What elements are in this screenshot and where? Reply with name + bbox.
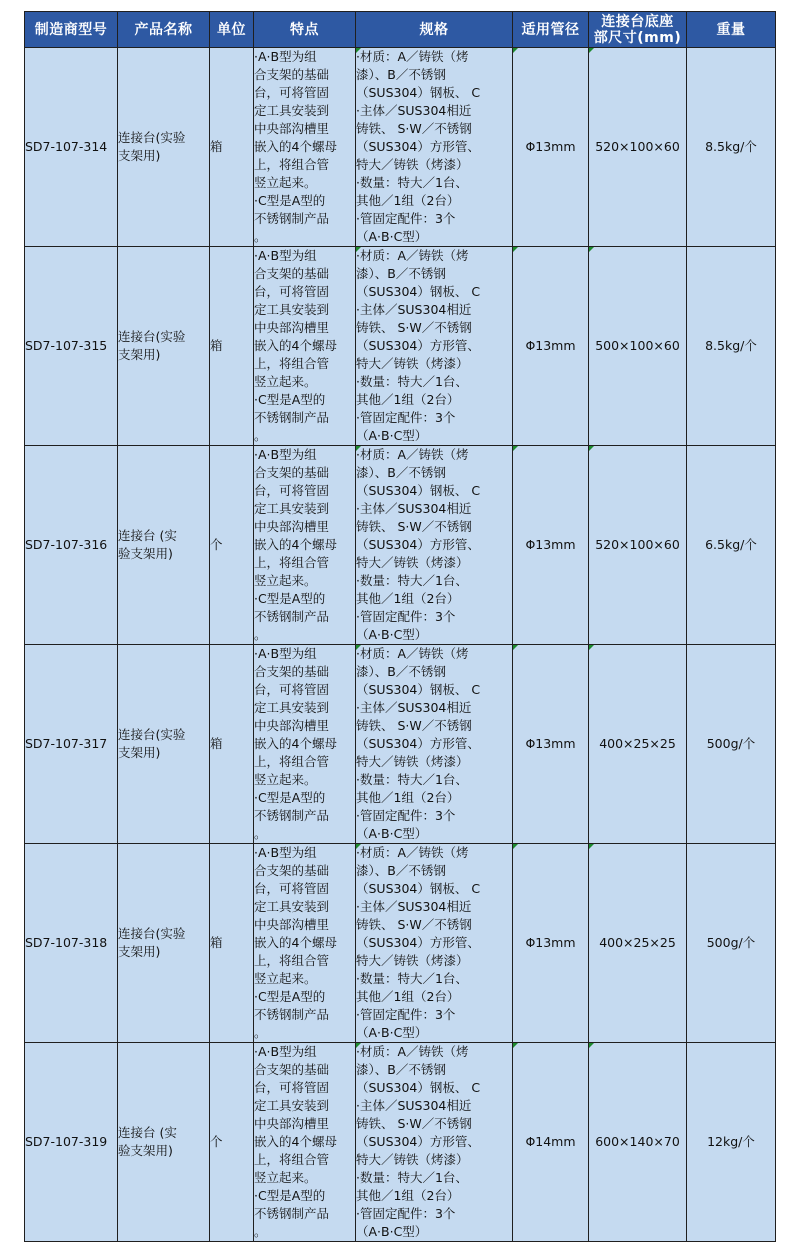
text-line: 特大／铸铁（烤漆）: [356, 555, 469, 570]
text-line: （SUS304）方形管、: [356, 935, 480, 950]
pipe-diameter-text: Φ13mm: [525, 139, 576, 154]
cell-unit: [210, 247, 254, 446]
text-line: 铸铁、 S·W／不锈钢: [356, 1116, 472, 1131]
text-line: （SUS304）方形管、: [356, 139, 480, 154]
text-line: 合支架的基础: [254, 67, 330, 82]
text-line: 铸铁、 S·W／不锈钢: [356, 320, 472, 335]
text-line: ·A·B型为组: [254, 49, 317, 64]
header-pipe-diameter: 适用管径: [513, 12, 589, 48]
text-line: 竖立起来。: [254, 374, 317, 389]
text-line: （SUS304）方形管、: [356, 1134, 480, 1149]
cell-features: [254, 446, 356, 645]
text-line: ·C型是A型的: [254, 591, 326, 606]
cell-base-size: [589, 645, 687, 844]
text-line: 其他／1组（2台）: [356, 591, 460, 606]
model-text: SD7-107-318: [25, 935, 108, 950]
cell-pipe-diameter: [513, 645, 589, 844]
text-line: 定工具安装到: [254, 501, 330, 516]
text-line: 定工具安装到: [254, 302, 330, 317]
text-line: 台，可将管固: [254, 284, 330, 299]
base-size-text: 600×140×70: [595, 1134, 680, 1149]
text-line: ·材质：A／铸铁（烤: [356, 845, 469, 860]
cell-pipe-diameter: [513, 446, 589, 645]
cell-weight: [687, 247, 776, 446]
table-header-row: [25, 12, 776, 48]
cell-spec: [356, 48, 513, 247]
text-line: 嵌入的4个螺母: [254, 537, 337, 552]
product-spec-table: [24, 11, 776, 1242]
text-line: ·材质：A／铸铁（烤: [356, 1044, 469, 1059]
weight-text: 6.5kg/个: [705, 537, 757, 552]
text-line: 定工具安装到: [254, 700, 330, 715]
cell-pipe-diameter: [513, 48, 589, 247]
text-line: 。: [254, 627, 267, 642]
text-line: 中央部沟槽里: [254, 917, 330, 932]
text-line: 连接台 (实: [118, 528, 177, 543]
text-line: 定工具安装到: [254, 1098, 330, 1113]
features-lines: [254, 844, 355, 1042]
text-line: ·主体／SUS304相近: [356, 103, 472, 118]
base-size-text: 400×25×25: [599, 736, 676, 751]
cell-model: [25, 48, 118, 247]
cell-weight: [687, 446, 776, 645]
text-line: 支架用): [118, 347, 161, 362]
text-line: 竖立起来。: [254, 772, 317, 787]
text-line: 合支架的基础: [254, 1062, 330, 1077]
text-line: ·C型是A型的: [254, 392, 326, 407]
text-line: ·主体／SUS304相近: [356, 899, 472, 914]
text-line: 漆）、B／不锈钢: [356, 863, 446, 878]
text-line: ·管固定配件：3个: [356, 1206, 456, 1221]
comment-marker-icon: [589, 844, 594, 849]
text-line: （SUS304）钢板、 C: [356, 1080, 481, 1095]
table-body: [25, 48, 776, 1242]
text-line: 特大／铸铁（烤漆）: [356, 953, 469, 968]
text-line: 台，可将管固: [254, 881, 330, 896]
table-row: [25, 48, 776, 247]
text-line: ·C型是A型的: [254, 989, 326, 1004]
cell-model: [25, 247, 118, 446]
cell-base-size: [589, 1043, 687, 1242]
product-name-lines: [118, 1124, 209, 1160]
text-line: ·C型是A型的: [254, 1188, 326, 1203]
text-line: 合支架的基础: [254, 664, 330, 679]
header-base-size-line2: 部尺寸(mm): [593, 29, 682, 46]
text-line: （SUS304）钢板、 C: [356, 682, 481, 697]
cell-features: [254, 48, 356, 247]
text-line: 合支架的基础: [254, 465, 330, 480]
text-line: 不锈钢制产品: [254, 1206, 330, 1221]
text-line: （SUS304）方形管、: [356, 537, 480, 552]
cell-product-name: [118, 844, 210, 1043]
header-base-size-line1: 连接台底座: [601, 13, 674, 30]
cell-spec: [356, 844, 513, 1043]
base-size-text: 520×100×60: [595, 537, 680, 552]
cell-pipe-diameter: [513, 247, 589, 446]
table-row: [25, 446, 776, 645]
text-line: 不锈钢制产品: [254, 808, 330, 823]
text-line: 特大／铸铁（烤漆）: [356, 1152, 469, 1167]
cell-unit: [210, 645, 254, 844]
spec-lines: [356, 844, 512, 1042]
comment-marker-icon: [589, 1043, 594, 1048]
text-line: （A·B·C型）: [356, 428, 428, 443]
text-line: 铸铁、 S·W／不锈钢: [356, 121, 472, 136]
comment-marker-icon: [513, 645, 518, 650]
comment-marker-icon: [589, 645, 594, 650]
text-line: ·数量：特大／1台、: [356, 175, 468, 190]
text-line: ·A·B型为组: [254, 447, 317, 462]
cell-features: [254, 1043, 356, 1242]
cell-weight: [687, 1043, 776, 1242]
cell-product-name: [118, 645, 210, 844]
text-line: 铸铁、 S·W／不锈钢: [356, 718, 472, 733]
text-line: （SUS304）方形管、: [356, 338, 480, 353]
text-line: 嵌入的4个螺母: [254, 338, 337, 353]
product-name-lines: [118, 129, 209, 165]
cell-product-name: [118, 247, 210, 446]
text-line: 其他／1组（2台）: [356, 193, 460, 208]
cell-base-size: [589, 446, 687, 645]
features-lines: [254, 645, 355, 843]
text-line: ·管固定配件：3个: [356, 609, 456, 624]
unit-text: 箱: [210, 935, 223, 950]
text-line: 不锈钢制产品: [254, 211, 330, 226]
text-line: ·C型是A型的: [254, 790, 326, 805]
comment-marker-icon: [513, 844, 518, 849]
text-line: 竖立起来。: [254, 971, 317, 986]
comment-marker-icon: [513, 1043, 518, 1048]
model-text: SD7-107-319: [25, 1134, 108, 1149]
text-line: 中央部沟槽里: [254, 718, 330, 733]
text-line: ·A·B型为组: [254, 646, 317, 661]
text-line: ·管固定配件：3个: [356, 1007, 456, 1022]
model-text: SD7-107-314: [25, 139, 108, 154]
cell-spec: [356, 645, 513, 844]
text-line: 验支架用): [118, 1143, 173, 1158]
spec-lines: [356, 1043, 512, 1241]
text-line: ·数量：特大／1台、: [356, 772, 468, 787]
product-name-lines: [118, 527, 209, 563]
text-line: ·C型是A型的: [254, 193, 326, 208]
unit-text: 箱: [210, 139, 223, 154]
text-line: 。: [254, 1025, 267, 1040]
text-line: （A·B·C型）: [356, 826, 428, 841]
cell-unit: [210, 48, 254, 247]
text-line: 漆）、B／不锈钢: [356, 266, 446, 281]
text-line: 中央部沟槽里: [254, 1116, 330, 1131]
spec-lines: [356, 247, 512, 445]
cell-base-size: [589, 48, 687, 247]
cell-spec: [356, 446, 513, 645]
weight-text: 8.5kg/个: [705, 139, 757, 154]
text-line: 竖立起来。: [254, 175, 317, 190]
text-line: 台，可将管固: [254, 682, 330, 697]
pipe-diameter-text: Φ13mm: [525, 935, 576, 950]
comment-marker-icon: [356, 844, 361, 849]
text-line: 。: [254, 428, 267, 443]
cell-features: [254, 844, 356, 1043]
header-model: 制造商型号: [25, 12, 118, 48]
text-line: （SUS304）钢板、 C: [356, 284, 481, 299]
text-line: 不锈钢制产品: [254, 609, 330, 624]
text-line: ·管固定配件：3个: [356, 211, 456, 226]
text-line: ·数量：特大／1台、: [356, 971, 468, 986]
text-line: 台，可将管固: [254, 1080, 330, 1095]
text-line: 特大／铸铁（烤漆）: [356, 157, 469, 172]
base-size-text: 520×100×60: [595, 139, 680, 154]
table-row: [25, 844, 776, 1043]
text-line: 定工具安装到: [254, 899, 330, 914]
text-line: （A·B·C型）: [356, 1025, 428, 1040]
text-line: （A·B·C型）: [356, 627, 428, 642]
cell-spec: [356, 247, 513, 446]
text-line: 连接台(实验: [118, 926, 186, 941]
weight-text: 8.5kg/个: [705, 338, 757, 353]
text-line: 竖立起来。: [254, 1170, 317, 1185]
text-line: 其他／1组（2台）: [356, 1188, 460, 1203]
cell-product-name: [118, 446, 210, 645]
text-line: 支架用): [118, 745, 161, 760]
cell-model: [25, 446, 118, 645]
header-unit: 单位: [210, 12, 254, 48]
text-line: 上，将组合管: [254, 356, 330, 371]
text-line: 定工具安装到: [254, 103, 330, 118]
text-line: 合支架的基础: [254, 266, 330, 281]
text-line: ·主体／SUS304相近: [356, 302, 472, 317]
text-line: ·管固定配件：3个: [356, 808, 456, 823]
comment-marker-icon: [356, 1043, 361, 1048]
features-lines: [254, 1043, 355, 1241]
product-name-lines: [118, 328, 209, 364]
text-line: ·主体／SUS304相近: [356, 700, 472, 715]
text-line: （A·B·C型）: [356, 1224, 428, 1239]
text-line: 铸铁、 S·W／不锈钢: [356, 917, 472, 932]
text-line: （SUS304）方形管、: [356, 736, 480, 751]
cell-model: [25, 844, 118, 1043]
text-line: （SUS304）钢板、 C: [356, 483, 481, 498]
cell-model: [25, 645, 118, 844]
pipe-diameter-text: Φ13mm: [525, 736, 576, 751]
text-line: ·A·B型为组: [254, 248, 317, 263]
text-line: 上，将组合管: [254, 555, 330, 570]
text-line: 其他／1组（2台）: [356, 989, 460, 1004]
cell-unit: [210, 1043, 254, 1242]
text-line: 漆）、B／不锈钢: [356, 465, 446, 480]
text-line: （SUS304）钢板、 C: [356, 881, 481, 896]
cell-weight: [687, 844, 776, 1043]
comment-marker-icon: [513, 247, 518, 252]
text-line: ·主体／SUS304相近: [356, 501, 472, 516]
text-line: ·数量：特大／1台、: [356, 573, 468, 588]
text-line: 支架用): [118, 148, 161, 163]
header-name: 产品名称: [118, 12, 210, 48]
model-text: SD7-107-316: [25, 537, 108, 552]
text-line: ·数量：特大／1台、: [356, 1170, 468, 1185]
text-line: 。: [254, 229, 267, 244]
cell-unit: [210, 844, 254, 1043]
header-features: 特点: [254, 12, 356, 48]
text-line: 中央部沟槽里: [254, 320, 330, 335]
unit-text: 个: [210, 1134, 223, 1149]
cell-spec: [356, 1043, 513, 1242]
text-line: （SUS304）钢板、 C: [356, 85, 481, 100]
spec-lines: [356, 645, 512, 843]
base-size-text: 400×25×25: [599, 935, 676, 950]
text-line: 嵌入的4个螺母: [254, 139, 337, 154]
weight-text: 500g/个: [706, 935, 756, 950]
spec-lines: [356, 48, 512, 246]
text-line: 连接台(实验: [118, 727, 186, 742]
base-size-text: 500×100×60: [595, 338, 680, 353]
comment-marker-icon: [589, 247, 594, 252]
text-line: 验支架用): [118, 546, 173, 561]
weight-text: 500g/个: [706, 736, 756, 751]
text-line: 特大／铸铁（烤漆）: [356, 356, 469, 371]
cell-unit: [210, 446, 254, 645]
pipe-diameter-text: Φ13mm: [525, 338, 576, 353]
spec-lines: [356, 446, 512, 644]
header-spec: 规格: [356, 12, 513, 48]
text-line: 不锈钢制产品: [254, 1007, 330, 1022]
header-weight: 重量: [687, 12, 776, 48]
features-lines: [254, 247, 355, 445]
cell-features: [254, 645, 356, 844]
text-line: 中央部沟槽里: [254, 519, 330, 534]
text-line: 竖立起来。: [254, 573, 317, 588]
cell-product-name: [118, 48, 210, 247]
unit-text: 箱: [210, 338, 223, 353]
text-line: ·材质：A／铸铁（烤: [356, 49, 469, 64]
text-line: ·材质：A／铸铁（烤: [356, 646, 469, 661]
text-line: 漆）、B／不锈钢: [356, 664, 446, 679]
text-line: 其他／1组（2台）: [356, 392, 460, 407]
table-row: [25, 1043, 776, 1242]
header-base-size: [589, 12, 687, 48]
text-line: 连接台 (实: [118, 1125, 177, 1140]
text-line: 。: [254, 1224, 267, 1239]
cell-product-name: [118, 1043, 210, 1242]
features-lines: [254, 446, 355, 644]
text-line: 台，可将管固: [254, 85, 330, 100]
text-line: 。: [254, 826, 267, 841]
pipe-diameter-text: Φ14mm: [525, 1134, 576, 1149]
product-name-lines: [118, 726, 209, 762]
text-line: （A·B·C型）: [356, 229, 428, 244]
text-line: 中央部沟槽里: [254, 121, 330, 136]
text-line: 合支架的基础: [254, 863, 330, 878]
comment-marker-icon: [356, 247, 361, 252]
comment-marker-icon: [513, 446, 518, 451]
text-line: 其他／1组（2台）: [356, 790, 460, 805]
cell-pipe-diameter: [513, 1043, 589, 1242]
comment-marker-icon: [356, 645, 361, 650]
unit-text: 箱: [210, 736, 223, 751]
comment-marker-icon: [513, 48, 518, 53]
text-line: ·主体／SUS304相近: [356, 1098, 472, 1113]
text-line: 漆）、B／不锈钢: [356, 1062, 446, 1077]
text-line: ·材质：A／铸铁（烤: [356, 447, 469, 462]
model-text: SD7-107-315: [25, 338, 108, 353]
features-lines: [254, 48, 355, 246]
cell-model: [25, 1043, 118, 1242]
text-line: 连接台(实验: [118, 130, 186, 145]
model-text: SD7-107-317: [25, 736, 108, 751]
text-line: ·A·B型为组: [254, 845, 317, 860]
cell-base-size: [589, 247, 687, 446]
cell-weight: [687, 48, 776, 247]
text-line: 上，将组合管: [254, 754, 330, 769]
unit-text: 个: [210, 537, 223, 552]
text-line: 上，将组合管: [254, 157, 330, 172]
text-line: 铸铁、 S·W／不锈钢: [356, 519, 472, 534]
text-line: 上，将组合管: [254, 1152, 330, 1167]
text-line: 上，将组合管: [254, 953, 330, 968]
comment-marker-icon: [356, 48, 361, 53]
text-line: 嵌入的4个螺母: [254, 935, 337, 950]
text-line: ·管固定配件：3个: [356, 410, 456, 425]
comment-marker-icon: [589, 446, 594, 451]
table-row: [25, 247, 776, 446]
text-line: ·A·B型为组: [254, 1044, 317, 1059]
cell-weight: [687, 645, 776, 844]
text-line: ·材质：A／铸铁（烤: [356, 248, 469, 263]
pipe-diameter-text: Φ13mm: [525, 537, 576, 552]
text-line: 连接台(实验: [118, 329, 186, 344]
table-row: [25, 645, 776, 844]
cell-base-size: [589, 844, 687, 1043]
comment-marker-icon: [589, 48, 594, 53]
text-line: 嵌入的4个螺母: [254, 1134, 337, 1149]
text-line: 支架用): [118, 944, 161, 959]
text-line: 不锈钢制产品: [254, 410, 330, 425]
text-line: 特大／铸铁（烤漆）: [356, 754, 469, 769]
text-line: 嵌入的4个螺母: [254, 736, 337, 751]
cell-features: [254, 247, 356, 446]
cell-pipe-diameter: [513, 844, 589, 1043]
text-line: ·数量：特大／1台、: [356, 374, 468, 389]
weight-text: 12kg/个: [707, 1134, 755, 1149]
comment-marker-icon: [356, 446, 361, 451]
product-name-lines: [118, 925, 209, 961]
text-line: 台，可将管固: [254, 483, 330, 498]
text-line: 漆）、B／不锈钢: [356, 67, 446, 82]
